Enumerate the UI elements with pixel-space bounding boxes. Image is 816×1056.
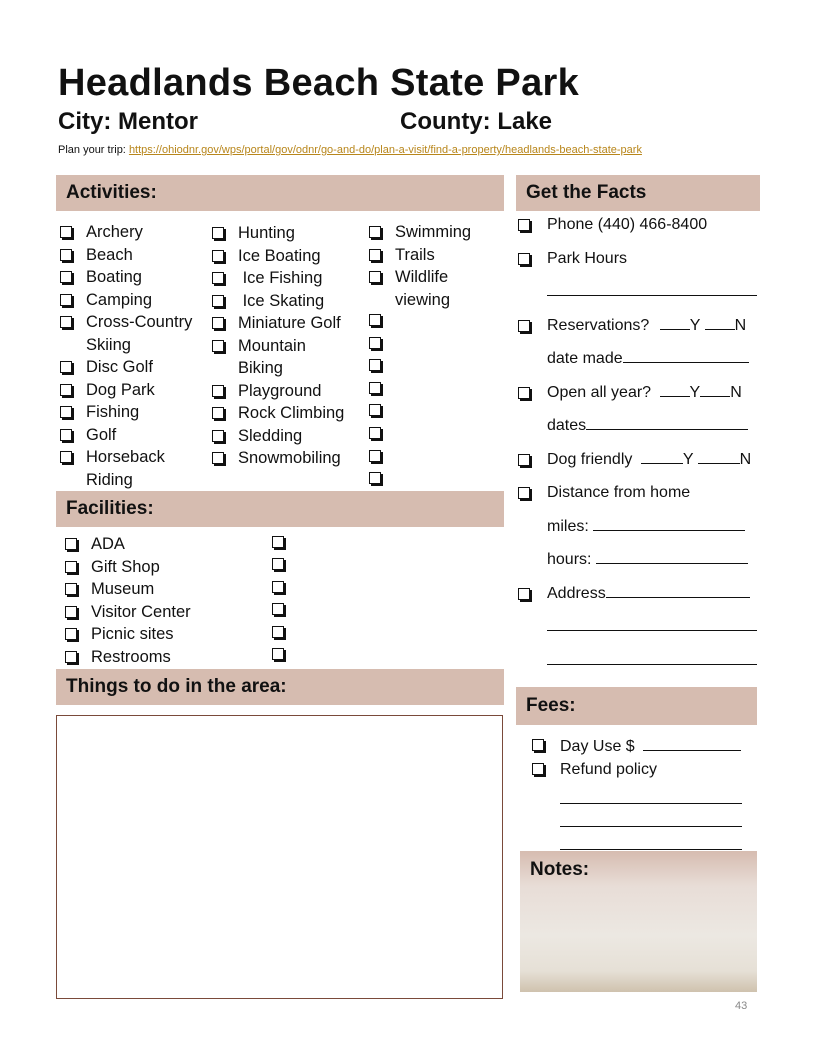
checkbox[interactable]: [212, 385, 224, 397]
checklist-item-label: Trails: [395, 245, 435, 264]
checklist-item: [58, 266, 208, 289]
dates-text: dates: [547, 417, 587, 434]
checklist-item-label: Swimming: [395, 223, 472, 241]
plan-trip-link[interactable]: https://ohiodnr.gov/wps/portal/gov/odnr/go-and-do/plan-a-visit/find-a-property/headlands-beach-state-park: [128, 144, 642, 156]
blank-checkbox[interactable]: [369, 314, 381, 326]
blank-checkbox[interactable]: [369, 382, 381, 394]
address-item: [516, 577, 760, 611]
checkbox[interactable]: [60, 294, 72, 306]
dog-friendly-text: Dog friendly: [547, 450, 633, 468]
checkbox[interactable]: [212, 250, 224, 262]
checklist-item: [210, 222, 360, 245]
refund-line-1[interactable]: [560, 781, 742, 804]
notes-box[interactable]: [520, 851, 757, 992]
yes-label: Y: [689, 316, 701, 334]
checkbox[interactable]: [65, 651, 77, 663]
no-label: N: [734, 316, 747, 334]
reservations-item: [516, 309, 760, 343]
checklist-item: [210, 425, 360, 448]
blank-checkbox[interactable]: [272, 626, 284, 638]
checklist-item-label: Wildlife viewing: [395, 268, 453, 309]
checkbox[interactable]: [518, 487, 530, 499]
distance-item: [516, 476, 760, 510]
checklist-item: [210, 447, 360, 470]
checkbox[interactable]: [369, 271, 381, 283]
fees-heading: Fees:: [526, 695, 576, 716]
checklist-item: [210, 290, 360, 313]
open-all-year-item: [516, 376, 760, 410]
blank-checkbox[interactable]: [369, 404, 381, 416]
park-hours-text: Park Hours: [547, 249, 628, 267]
notes-heading: Notes:: [530, 859, 590, 880]
day-use-text: Day Use $: [560, 738, 635, 755]
page-number: 43: [735, 1000, 748, 1012]
checklist-item: [367, 266, 507, 311]
checklist-item: [58, 311, 198, 356]
checklist-item-label: Ice Boating: [238, 246, 321, 265]
checkbox[interactable]: [212, 430, 224, 442]
checklist-item: [58, 401, 208, 424]
checklist-item-label: Boating: [86, 268, 142, 286]
county-label: County: Lake: [400, 108, 553, 135]
dates-line[interactable]: [586, 413, 748, 430]
activities-column-3: [367, 221, 487, 311]
checkbox[interactable]: [518, 219, 530, 231]
no-label: N: [739, 450, 752, 468]
dog-no-line[interactable]: [698, 447, 740, 464]
checklist-item: [210, 312, 360, 335]
checkbox[interactable]: [369, 226, 381, 238]
checklist-item-label: Rock Climbing: [238, 404, 345, 422]
facilities-list: [63, 533, 243, 668]
checklist-item-label: Mountain Biking: [238, 336, 311, 377]
checklist-item-label: Beach: [86, 245, 133, 264]
address-line-1[interactable]: [606, 581, 750, 598]
checklist-item-label: Museum: [91, 580, 155, 598]
address-text: Address: [547, 584, 606, 602]
reservations-no-line[interactable]: [705, 313, 735, 330]
blank-checkbox[interactable]: [369, 472, 381, 484]
checklist-item-label: Camping: [86, 290, 153, 309]
dog-friendly-item: [516, 443, 760, 477]
checkbox[interactable]: [212, 340, 224, 352]
blank-checkbox[interactable]: [272, 603, 284, 615]
checkbox[interactable]: [65, 606, 77, 618]
checklist-item: [58, 379, 208, 402]
checkbox[interactable]: [212, 317, 224, 329]
checkbox[interactable]: [532, 739, 544, 751]
checklist-item: [367, 244, 487, 267]
facilities-band: [56, 491, 504, 527]
blank-checkbox[interactable]: [272, 648, 284, 660]
checklist-item: [63, 646, 243, 669]
yes-label: Y: [682, 450, 694, 468]
checklist-item: [58, 356, 208, 379]
checklist-item-label: Disc Golf: [86, 358, 153, 376]
checkbox[interactable]: [60, 316, 72, 328]
checklist-item-label: Dog Park: [86, 380, 155, 399]
reservations-yes-line[interactable]: [660, 313, 690, 330]
checklist-item: [58, 424, 208, 447]
activities-column-1: [58, 221, 208, 491]
checkbox[interactable]: [212, 407, 224, 419]
checklist-item-label: Ice Fishing: [238, 269, 323, 287]
checklist-item-label: Hunting: [238, 224, 295, 242]
date-made-line[interactable]: [623, 346, 749, 363]
reservations-text: Reservations?: [547, 316, 650, 334]
checkbox[interactable]: [212, 452, 224, 464]
things-to-do-heading: Things to do in the area:: [66, 676, 287, 697]
checkbox[interactable]: [60, 429, 72, 441]
plan-trip-line: [58, 144, 642, 156]
blank-checkbox[interactable]: [272, 536, 284, 548]
checklist-item-label: Snowmobiling: [238, 449, 341, 467]
activities-blank-checkboxes: [369, 314, 385, 494]
checklist-item: [210, 267, 360, 290]
checkbox[interactable]: [60, 271, 72, 283]
checkbox[interactable]: [518, 320, 530, 332]
checklist-item: [58, 221, 208, 244]
hours-line[interactable]: [596, 547, 748, 564]
facts-heading: Get the Facts: [526, 182, 647, 203]
date-made-text: date made: [547, 350, 623, 367]
yes-label: Y: [689, 383, 701, 401]
checklist-item: [58, 289, 208, 312]
dates-row: [516, 409, 760, 443]
distance-text: Distance from home: [547, 484, 691, 501]
checkbox[interactable]: [518, 588, 530, 600]
checkbox[interactable]: [60, 226, 72, 238]
no-label: N: [730, 383, 742, 401]
checkbox[interactable]: [60, 249, 72, 261]
checklist-item-label: Miniature Golf: [238, 314, 341, 332]
checklist-item: [63, 533, 243, 556]
park-hours-item: [516, 242, 760, 276]
checkbox[interactable]: [60, 406, 72, 418]
checklist-item: [367, 221, 487, 244]
checklist-item-label: Visitor Center: [91, 602, 191, 621]
open-yes-line[interactable]: [660, 380, 690, 397]
phone-text: Phone (440) 466-8400: [547, 216, 708, 233]
blank-checkbox[interactable]: [272, 581, 284, 593]
date-made-row: [516, 342, 760, 376]
hours-row: [516, 543, 760, 577]
open-all-year-text: Open all year?: [547, 383, 652, 401]
refund-policy-text: Refund policy: [560, 761, 657, 778]
checkbox[interactable]: [212, 227, 224, 239]
checklist-item: [58, 446, 198, 491]
checklist-item-label: Picnic sites: [91, 625, 174, 643]
checklist-item: [63, 556, 243, 579]
page-title: Headlands Beach State Park: [58, 62, 580, 104]
fees-list: [530, 734, 760, 850]
address-line-3[interactable]: [547, 648, 757, 665]
miles-row: [516, 510, 760, 544]
miles-text: miles:: [547, 517, 589, 535]
fees-band: [516, 687, 757, 725]
checkbox[interactable]: [212, 272, 224, 284]
dog-yes-line[interactable]: [641, 447, 683, 464]
activities-column-2: [210, 222, 360, 470]
hours-text: hours:: [547, 551, 592, 568]
park-hours-line[interactable]: [547, 279, 757, 296]
checkbox[interactable]: [65, 538, 77, 550]
checkbox[interactable]: [518, 387, 530, 399]
things-to-do-box[interactable]: [56, 715, 503, 999]
checkbox[interactable]: [65, 583, 77, 595]
blank-checkbox[interactable]: [369, 337, 381, 349]
checklist-item-label: Golf: [86, 425, 117, 444]
phone-item: [516, 208, 760, 242]
facts-list: [516, 214, 760, 677]
checklist-item-label: Restrooms: [91, 647, 171, 666]
checklist-item: [63, 601, 243, 624]
things-to-do-band: [56, 669, 504, 705]
activities-heading: Activities:: [66, 182, 157, 203]
checkbox[interactable]: [518, 454, 530, 466]
day-use-line[interactable]: [643, 734, 741, 751]
blank-checkbox[interactable]: [272, 558, 284, 570]
checklist-item: [210, 380, 360, 403]
park-hours-line-row: [516, 275, 760, 309]
facts-band: [516, 175, 760, 211]
checklist-item-label: Horseback Riding: [86, 448, 170, 489]
checkbox[interactable]: [60, 361, 72, 373]
blank-checkbox[interactable]: [369, 450, 381, 462]
day-use-item: [530, 734, 760, 758]
checklist-item: [58, 244, 208, 267]
checklist-item: [210, 402, 360, 425]
activities-band: [56, 175, 504, 211]
blank-checkbox[interactable]: [369, 427, 381, 439]
checklist-item-label: Sledding: [238, 426, 303, 445]
refund-policy-item: [530, 758, 760, 781]
checkbox[interactable]: [518, 253, 530, 265]
city-label: City: Mentor: [58, 108, 198, 135]
checkbox[interactable]: [65, 561, 77, 573]
checkbox[interactable]: [532, 763, 544, 775]
address-line-2[interactable]: [547, 614, 757, 631]
checkbox[interactable]: [369, 249, 381, 261]
checkbox[interactable]: [60, 384, 72, 396]
checklist-item-label: Playground: [238, 381, 322, 400]
refund-line-3[interactable]: [560, 827, 742, 850]
address-line-3-row: [516, 644, 760, 678]
checklist-item: [63, 578, 243, 601]
checklist-item-label: ADA: [91, 535, 125, 553]
checklist-item: [210, 245, 360, 268]
checkbox[interactable]: [60, 451, 72, 463]
checklist-item-label: Archery: [86, 223, 143, 241]
address-line-2-row: [516, 610, 760, 644]
open-no-line[interactable]: [700, 380, 730, 397]
checklist-item-label: Cross-Country Skiing: [86, 313, 197, 354]
facilities-heading: Facilities:: [66, 498, 154, 519]
checkbox[interactable]: [212, 295, 224, 307]
checklist-item-label: Gift Shop: [91, 557, 160, 576]
refund-line-2[interactable]: [560, 804, 742, 827]
checklist-item: [63, 623, 243, 646]
plan-trip-label: Plan your trip:: [58, 144, 126, 156]
checklist-item-label: Ice Skating: [238, 291, 325, 310]
checklist-item-label: Fishing: [86, 403, 140, 421]
blank-checkbox[interactable]: [369, 359, 381, 371]
facilities-blank-checkboxes: [272, 536, 288, 666]
checklist-item: [210, 335, 350, 380]
checkbox[interactable]: [65, 628, 77, 640]
miles-line[interactable]: [593, 514, 745, 531]
